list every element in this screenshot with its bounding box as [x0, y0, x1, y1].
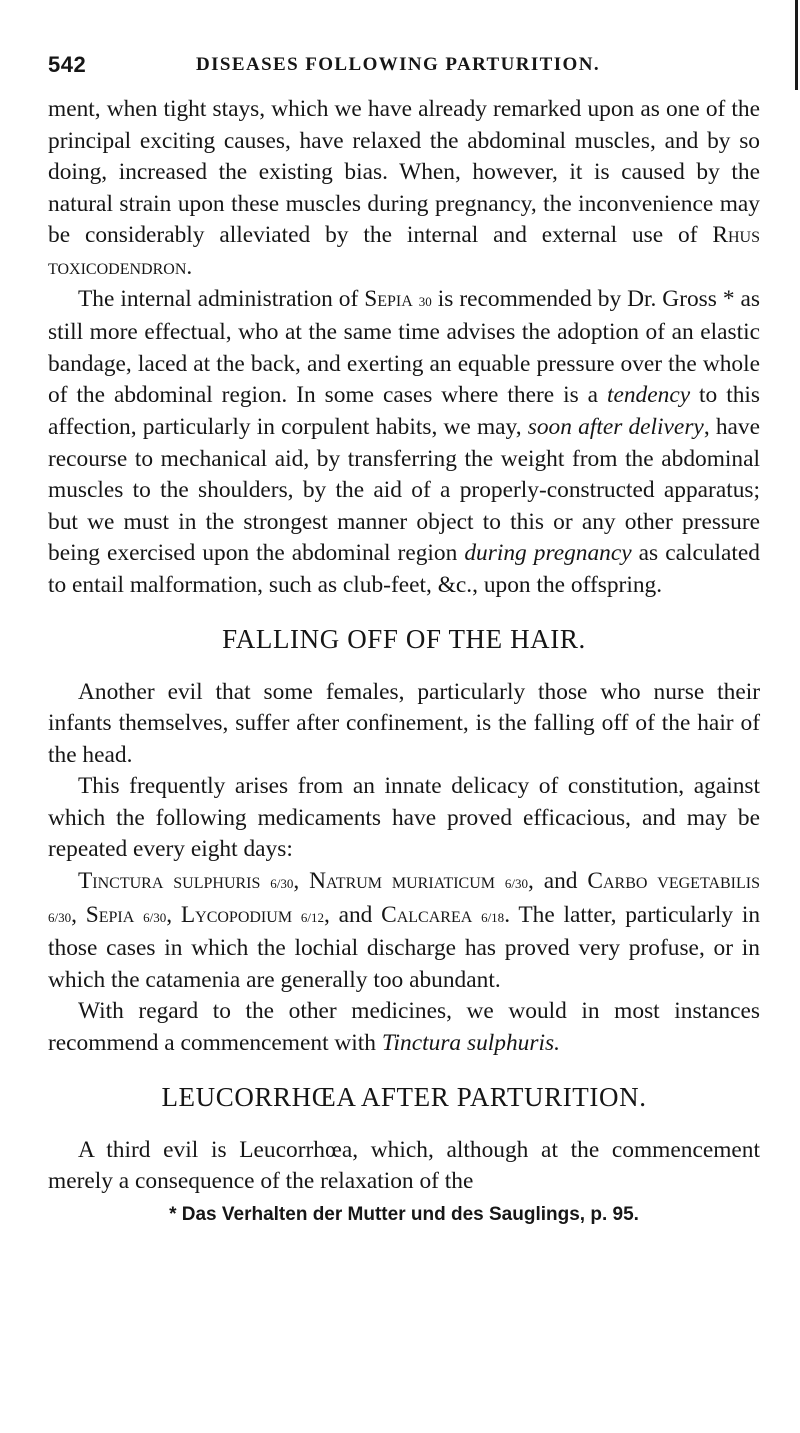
paragraph-text: to this affection, particularly in corpulent habits, we may, — [48, 382, 760, 440]
paragraph-text: , and — [528, 868, 588, 895]
remedy-name: Tinctura sulphuris — [78, 868, 261, 895]
paragraph-constitution: This frequently arises from an innate delicacy of constitution, against which the following medicaments have proved efficacious, and may be repeated every eight days: — [48, 773, 760, 863]
emphasis: Tinctura sulphuris. — [381, 1030, 560, 1057]
dose-fraction: 30 — [418, 293, 432, 309]
remedy-name: Natrum muriaticum — [309, 868, 496, 895]
paragraph-text: as calculated to entail malformation, such as club-feet, &c., upon the offspring. — [48, 540, 760, 598]
dose-fraction: 6/30 — [48, 909, 72, 925]
paragraph-remedies: Tinctura sulphuris 6/30, Natrum muriaticum 6/30, and Carbo vegetabilis 6/30, Sepia 6/30, Lycopodium 6/12, and Calcarea 6/18. The latter, particularly in those cases in which the lochial discharge has proved very profuse, or in which the catamenia are generally too abundant. — [48, 868, 761, 993]
running-title: DISEASES FOLLOWING PARTURITION. — [196, 54, 600, 75]
paragraph-leucorrhoea: A third evil is Leucorrhœa, which, although at the commencement merely a consequence of the relaxation of the — [48, 1136, 760, 1195]
paragraph-text: , and — [323, 901, 382, 928]
section-heading-leucorrhoea: LEUCORRHŒA AFTER PARTURITION. — [161, 1081, 647, 1112]
dose-fraction: 6/30 — [143, 909, 167, 925]
remedy-name: Sepia — [364, 285, 413, 312]
section-heading-hair: FALLING OFF OF THE HAIR. — [222, 623, 586, 654]
paragraph-hair-intro: Another evil that some females, particularly those who nurse their infants themselves, suffer after confinement, is the falling off of the hair of the head. — [48, 678, 760, 768]
remedy-name: Sepia — [85, 901, 135, 928]
paragraph-text: ment, when tight stays, which we have already remarked upon as one of the principal exciting causes, have relaxed the abdominal muscles, and by so doing, increased the existing bias. When, however, it is caused by the natural strain upon these muscles during pregnancy, the inconvenience may be considerably alleviated by the internal and external use of — [48, 96, 760, 249]
paragraph-recommendation — [48, 996, 760, 1059]
remedy-name: Carbo vegetabilis — [587, 868, 760, 895]
page-number: 542 — [48, 52, 87, 77]
dose-fraction: 6/30 — [270, 876, 294, 892]
emphasis: during pregnancy — [464, 540, 632, 567]
paragraph-sepia — [48, 284, 760, 602]
paragraph-text: The internal administration of — [78, 285, 365, 312]
paragraph-text: With regard to the other medicines, we would in most instances recommend a commencement with — [48, 998, 760, 1057]
paragraph-text: is recommended by Dr. Gross * as still more effectual, who at the same time advises the adoption of an elastic bandage, laced at the back, and exerting an equable pressure over the whole of the abdominal region. In some cases where there is a — [48, 285, 760, 409]
footnote: * Das Verhalten der Mutter und des Sauglings, p. 95. — [169, 1203, 639, 1225]
page-edge-rule — [795, 0, 798, 90]
emphasis: tendency — [606, 382, 691, 409]
dose-fraction: 6/12 — [300, 909, 324, 925]
paragraph-text: , have recourse to mechanical aid, by transferring the weight from the abdominal muscles to the shoulders, by the aid of a properly-constructed apparatus; but we must in the strongest manner object to this or any other pressure being exercised upon the abdominal region — [48, 413, 760, 567]
remedy-name: Lycopodium — [180, 901, 293, 928]
remedy-name: Calcarea — [381, 901, 473, 928]
dose-fraction: 6/18 — [481, 909, 505, 925]
emphasis: soon after delivery — [527, 413, 704, 440]
book-page — [48, 52, 760, 1226]
running-head — [48, 52, 760, 82]
paragraph-continued — [48, 94, 760, 284]
dose-fraction: 6/30 — [504, 876, 529, 892]
paragraph-text: . The latter, particularly in those cases in which the lochial discharge has proved very profuse, or in which the catamenia are generally too abundant. — [48, 901, 761, 993]
remedy-name: Rhus toxicodendron. — [48, 222, 760, 280]
